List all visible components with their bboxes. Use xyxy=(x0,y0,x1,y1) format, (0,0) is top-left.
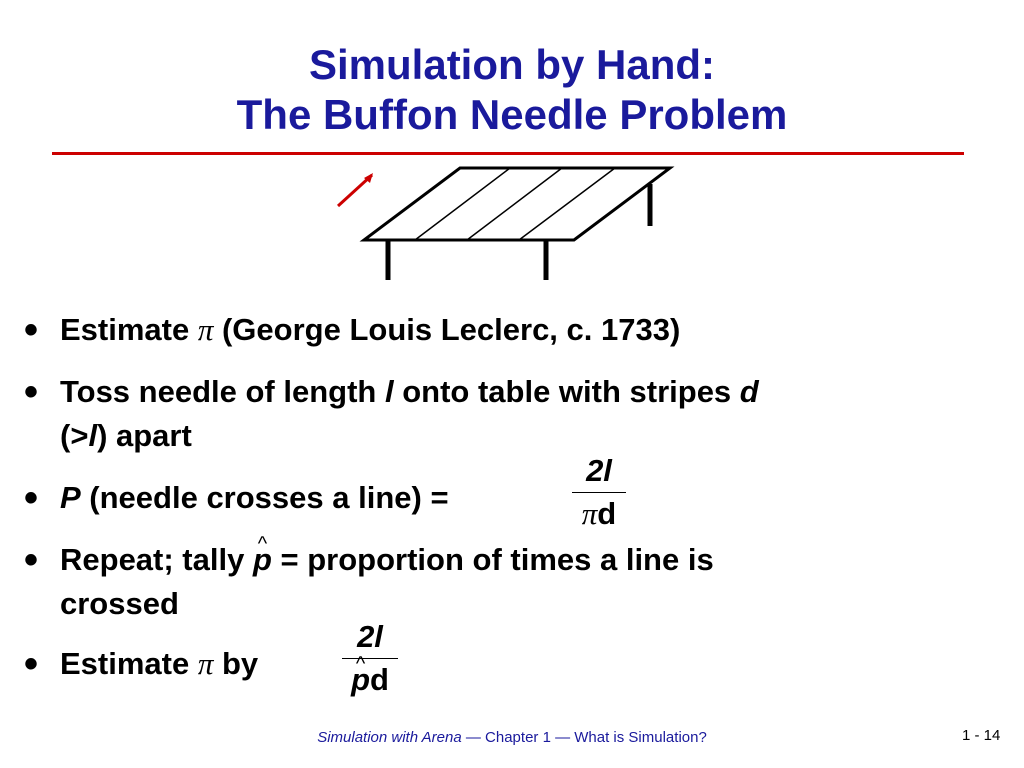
bullet-repeat-tally-line2 xyxy=(60,584,179,624)
bullet-text: (needle crosses a line) = xyxy=(80,480,449,515)
bullet-text: Repeat; tally xyxy=(60,542,253,577)
buffon-table-figure xyxy=(320,160,700,284)
var-l: l xyxy=(384,374,394,409)
fraction-numerator: 2l xyxy=(357,619,383,654)
title-divider xyxy=(52,152,964,155)
fraction-2l-over-pid xyxy=(572,452,626,533)
var-d: d xyxy=(739,374,759,409)
slide-footer xyxy=(0,729,1024,746)
title-line-2: The Buffon Needle Problem xyxy=(236,91,788,138)
footer-book-title: Simulation with Arena xyxy=(317,729,462,746)
bullet-text: crossed xyxy=(60,586,179,621)
var-d: d xyxy=(597,496,617,531)
bullet-text: Toss needle of length xyxy=(60,374,385,409)
footer-chapter: — Chapter 1 — What is Simulation? xyxy=(461,729,707,746)
slide-title xyxy=(0,40,1024,140)
bullet-text: by xyxy=(213,646,259,681)
bullet-text: ) apart xyxy=(97,418,192,453)
p-hat-symbol: ^ p xyxy=(351,661,370,699)
bullet-dot: • xyxy=(24,642,39,686)
fraction-numerator: 2l xyxy=(586,453,612,488)
p-hat-symbol: ^ p xyxy=(253,540,272,580)
var-d: d xyxy=(370,662,389,697)
title-line-1: Simulation by Hand: xyxy=(308,41,715,88)
bullet-text: Estimate xyxy=(60,646,198,681)
bullet-text: = proportion of times a line is xyxy=(271,542,714,577)
bullet-text: onto table with stripes xyxy=(393,374,740,409)
fraction-2l-over-phatd xyxy=(342,618,398,699)
pi-symbol: π xyxy=(197,646,214,681)
needle-icon xyxy=(338,173,373,206)
bullet-text: (George Louis Leclerc, c. 1733) xyxy=(213,312,681,347)
fraction-denominator xyxy=(342,661,398,699)
bullet-dot: • xyxy=(24,476,39,520)
page-number: 1 - 14 xyxy=(962,727,1001,744)
bullet-toss-needle-line2 xyxy=(60,416,192,456)
var-l: l xyxy=(88,418,98,453)
pi-symbol: π xyxy=(581,496,598,531)
striped-table-icon xyxy=(364,168,670,280)
bullet-dot: • xyxy=(24,370,39,414)
bullet-text: (> xyxy=(60,418,89,453)
pi-symbol: π xyxy=(197,312,214,347)
bullet-text: Estimate xyxy=(60,312,198,347)
fraction-denominator xyxy=(572,495,626,533)
fraction-bar xyxy=(572,492,626,493)
bullet-dot: • xyxy=(24,308,39,352)
var-p: P xyxy=(60,480,81,515)
bullet-dot: • xyxy=(24,538,39,582)
